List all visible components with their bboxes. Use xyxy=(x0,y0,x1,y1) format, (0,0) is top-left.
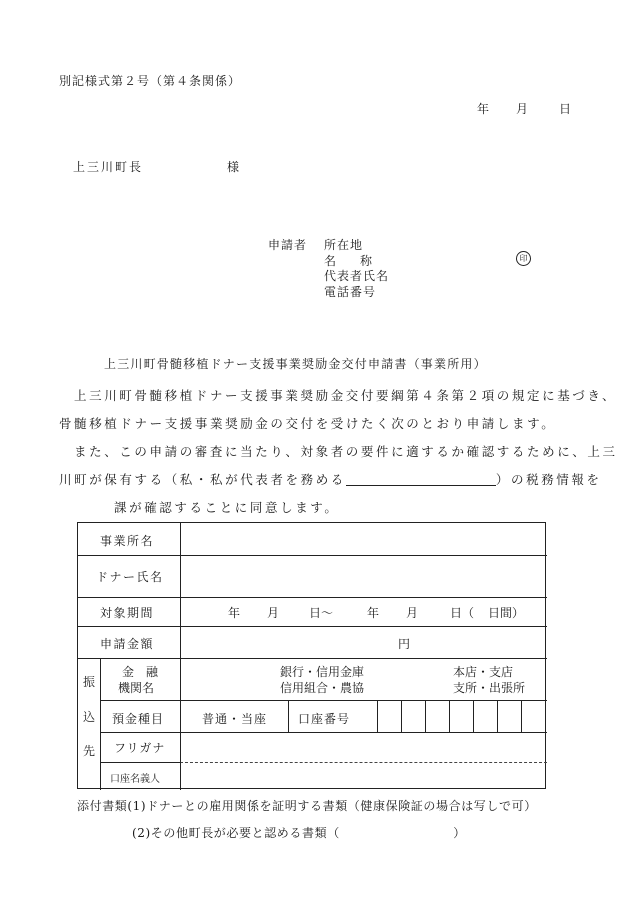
deposit-type-label: 預金種目 xyxy=(112,712,165,726)
period-label: 対象期間 xyxy=(100,606,155,620)
bank-type-2a: 本店・支店 xyxy=(453,665,514,679)
office-name-label: 事業所名 xyxy=(100,534,155,548)
addressee-name: 上三川町長 xyxy=(73,160,144,174)
applicant-phone-label: 電話番号 xyxy=(324,285,377,299)
applicant-rep-label: 代表者氏名 xyxy=(324,269,390,283)
period-year-2: 年 xyxy=(367,606,380,620)
attachment-line-2: (2)その他町長が必要と認める書類（ ） xyxy=(132,826,466,840)
applicant-role: 申請者 xyxy=(268,238,308,252)
amount-label: 申請金額 xyxy=(100,637,155,651)
transfer-label-1: 振 xyxy=(83,675,96,689)
transfer-label-3: 先 xyxy=(83,744,96,758)
transfer-label-2: 込 xyxy=(83,710,96,724)
seal-icon: 印 xyxy=(516,251,531,266)
application-table xyxy=(77,522,546,789)
bank-type-2b: 支所・出張所 xyxy=(453,681,526,695)
period-year-1: 年 xyxy=(228,606,241,620)
form-header: 別記様式第２号（第４条関係） xyxy=(59,74,242,88)
account-holder-label: 口座名義人 xyxy=(110,774,160,785)
body-paragraph-4-start: 川町が保有する（私・私が代表者を務める xyxy=(59,472,346,487)
period-day-1: 日～ xyxy=(309,606,334,620)
addressee-honorific: 様 xyxy=(227,160,241,174)
body-paragraph-4 xyxy=(59,470,602,488)
body-paragraph-2: 骨髄移植ドナー支援事業奨励金の交付を受けたく次のとおり申請します。 xyxy=(59,416,557,431)
donor-name-label: ドナー氏名 xyxy=(96,570,164,584)
deposit-types: 普通・当座 xyxy=(202,712,268,726)
period-days: 日間） xyxy=(488,606,525,620)
bank-label-line1: 金 融 xyxy=(122,665,159,679)
date-year-label: 年 xyxy=(477,102,491,116)
attachment-line-1: 添付書類(1)ドナーとの雇用関係を証明する書類（健康保険証の場合は写しで可） xyxy=(77,799,537,813)
furigana-label: フリガナ xyxy=(114,741,166,755)
date-day-label: 日 xyxy=(559,102,573,116)
date-month-label: 月 xyxy=(516,102,530,116)
body-paragraph-4-end: ）の税務情報を xyxy=(495,472,602,487)
body-paragraph-1: 上三川町骨髄移植ドナー支援事業奨励金交付要綱第４条第２項の規定に基づき、 xyxy=(74,388,618,403)
applicant-address-label: 所在地 xyxy=(324,238,364,252)
body-paragraph-3: また、この申請の審査に当たり、対象者の要件に適するか確認するために、上三 xyxy=(74,444,618,459)
period-day-2: 日（ xyxy=(450,606,475,620)
bank-type-1b: 信用組合・農協 xyxy=(280,681,365,695)
applicant-name-label: 名 称 xyxy=(324,254,379,268)
bank-label-line2: 機関名 xyxy=(118,681,155,695)
account-number-label: 口座番号 xyxy=(298,712,351,726)
bank-type-1a: 銀行・信用金庫 xyxy=(280,665,365,679)
body-paragraph-5: 課が確認することに同意します。 xyxy=(114,500,340,515)
period-month-1: 月 xyxy=(267,606,280,620)
document-title: 上三川町骨髄移植ドナー支援事業奨励金交付申請書（事業所用） xyxy=(104,357,487,371)
amount-unit: 円 xyxy=(398,637,411,651)
period-month-2: 月 xyxy=(406,606,419,620)
representative-blank[interactable] xyxy=(346,472,496,486)
